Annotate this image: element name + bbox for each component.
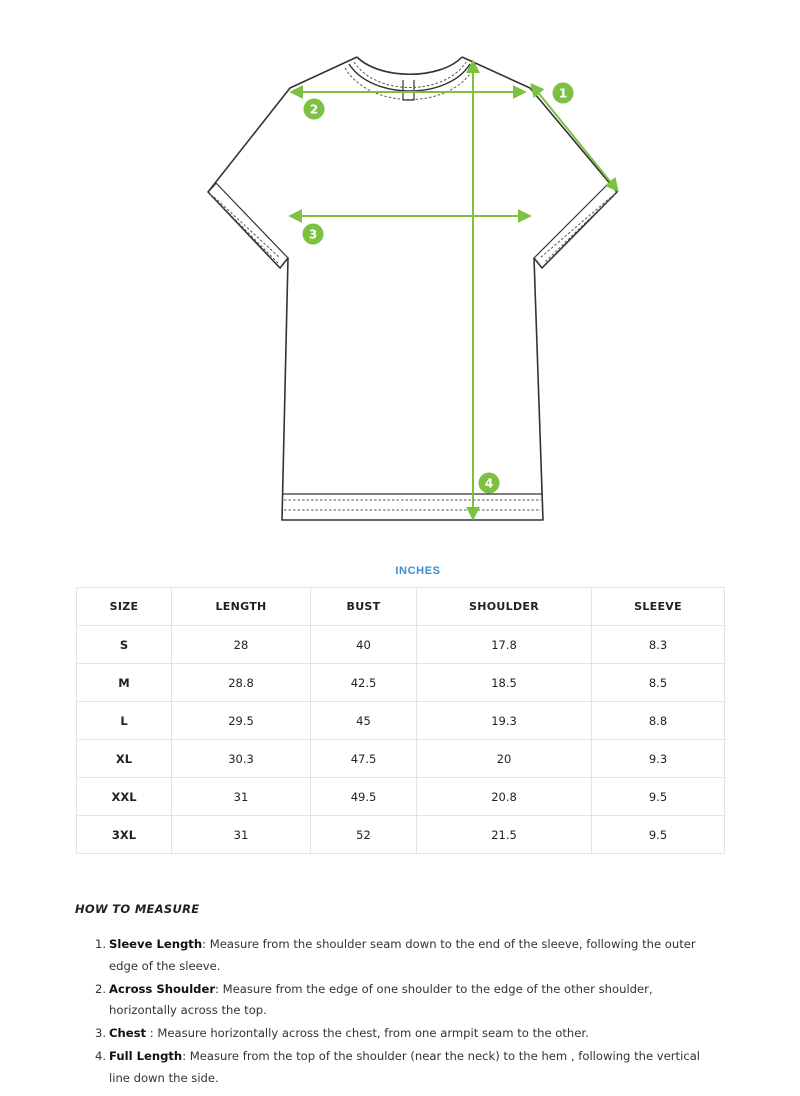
list-item-term: Sleeve Length (109, 937, 203, 951)
size-cell: S (77, 626, 172, 664)
size-cell: XL (77, 740, 172, 778)
bust-cell: 40 (311, 626, 417, 664)
length-cell: 30.3 (172, 740, 311, 778)
list-item-description: Measure horizontally across the chest, from one armpit seam to the other. (153, 1026, 589, 1040)
measurement-arrows (291, 62, 617, 518)
header-shoulder: SHOULDER (417, 588, 592, 626)
how-to-measure-list (95, 934, 709, 1091)
bust-cell: 45 (311, 702, 417, 740)
unit-label: INCHES (395, 565, 441, 577)
size-cell: XXL (77, 778, 172, 816)
list-item-description: Measure from the edge of one shoulder to the edge of the other shoulder, horizontally across the top. (109, 981, 653, 1017)
sleeve-cell: 8.3 (592, 626, 725, 664)
marker-3 (303, 224, 324, 245)
length-cell: 29.5 (172, 702, 311, 740)
size-chart-table (76, 587, 725, 854)
shoulder-cell: 19.3 (417, 702, 592, 740)
sleeve-cell: 9.5 (592, 816, 725, 854)
shoulder-cell: 17.8 (417, 626, 592, 664)
marker-2-label: 2 (309, 102, 319, 117)
list-item (95, 979, 709, 1022)
length-cell: 31 (172, 778, 311, 816)
table-row (77, 740, 725, 778)
marker-1-label: 1 (558, 86, 568, 101)
table-header-row (77, 588, 725, 626)
length-cell: 31 (172, 816, 311, 854)
length-cell: 28 (172, 626, 311, 664)
list-item-separator: : (215, 981, 219, 996)
tshirt-diagram-svg (0, 0, 800, 545)
marker-1 (553, 83, 574, 104)
size-cell: 3XL (77, 816, 172, 854)
bust-cell: 47.5 (311, 740, 417, 778)
list-item (95, 934, 709, 977)
list-item-description: Measure from the top of the shoulder (near the neck) to the hem , following the vertical line down the side. (109, 1049, 701, 1085)
list-item (95, 1046, 709, 1089)
header-size: SIZE (77, 588, 172, 626)
shoulder-cell: 18.5 (417, 664, 592, 702)
size-cell: M (77, 664, 172, 702)
list-item (95, 1023, 709, 1045)
list-item-term: Chest (109, 1026, 147, 1040)
list-item-separator: : (146, 1026, 154, 1040)
marker-4 (479, 473, 500, 494)
table-row (77, 816, 725, 854)
table-row (77, 664, 725, 702)
list-item-description: Measure from the shoulder seam down to the end of the sleeve, following the outer edge of the sleeve. (109, 937, 696, 973)
marker-2 (304, 99, 325, 120)
marker-4-label: 4 (484, 476, 494, 491)
sleeve-cell: 8.5 (592, 664, 725, 702)
tshirt-measurement-diagram (0, 0, 800, 545)
sleeve-cell: 9.5 (592, 778, 725, 816)
table-row (77, 778, 725, 816)
tshirt-outline (208, 57, 617, 520)
list-item-number: 3. (95, 1026, 107, 1040)
stitch-lines (210, 62, 615, 510)
sleeve-cell: 8.8 (592, 702, 725, 740)
marker-3-label: 3 (308, 227, 318, 242)
size-cell: L (77, 702, 172, 740)
list-item-term: Full Length (109, 1049, 183, 1063)
list-item-separator: : (202, 937, 207, 951)
table-row (77, 626, 725, 664)
bust-cell: 49.5 (311, 778, 417, 816)
list-item-number: 1. (95, 937, 107, 951)
shoulder-cell: 21.5 (417, 816, 592, 854)
sleeve-cell: 9.3 (592, 740, 725, 778)
header-sleeve: SLEEVE (592, 588, 725, 626)
how-to-measure-title: HOW TO MEASURE (75, 902, 200, 916)
list-item-number: 2. (95, 981, 107, 996)
bust-cell: 52 (311, 816, 417, 854)
header-bust: BUST (311, 588, 417, 626)
list-item-number: 4. (95, 1049, 107, 1063)
bust-cell: 42.5 (311, 664, 417, 702)
sleeve-length-arrow (532, 85, 617, 190)
header-length: LENGTH (172, 588, 311, 626)
length-cell: 28.8 (172, 664, 311, 702)
list-item-separator: : (182, 1049, 187, 1063)
shoulder-cell: 20.8 (417, 778, 592, 816)
list-item-term: Across Shoulder (109, 981, 216, 996)
table-row (77, 702, 725, 740)
shoulder-cell: 20 (417, 740, 592, 778)
